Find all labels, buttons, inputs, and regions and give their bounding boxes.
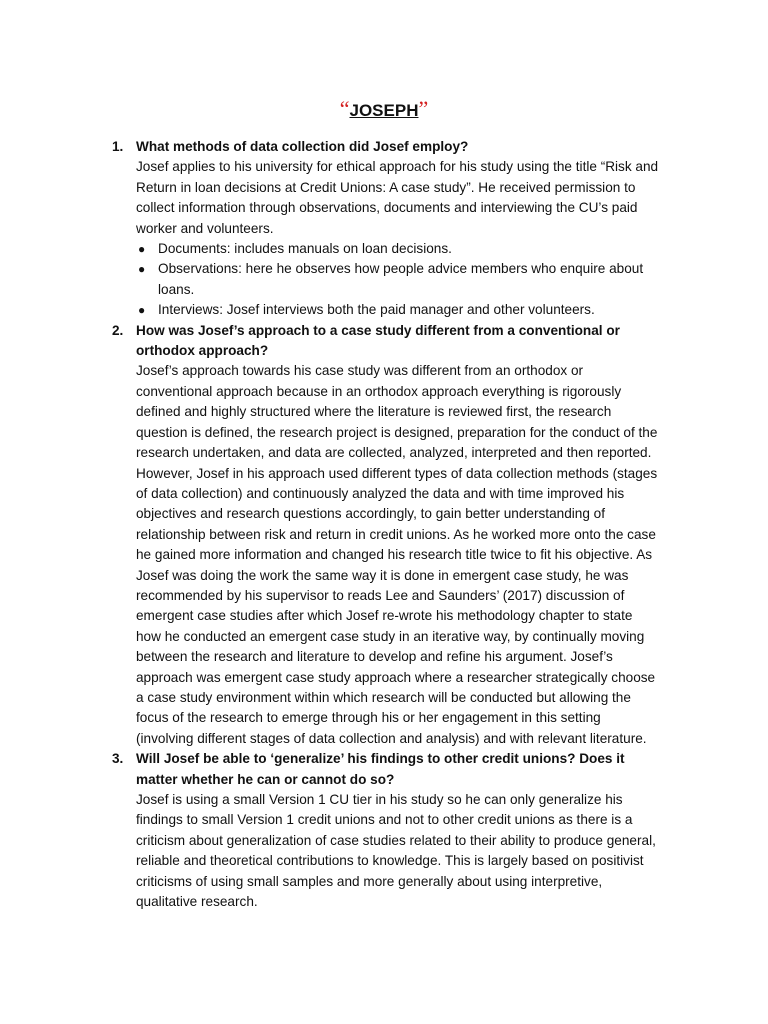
title-close-quote: ” xyxy=(418,96,429,121)
list-item xyxy=(136,239,660,259)
question-block-2 xyxy=(112,321,660,750)
document-body xyxy=(112,137,660,912)
page-title xyxy=(0,97,768,123)
answer-text: Josef applies to his university for ethical approach for his study using the title “Risk and Return in loan decisions at Credit Unions: A case study”. He received permission to collect information through observations, documents and interviewing the CU’s paid worker and volunteers. xyxy=(136,159,659,236)
question-number: 3. xyxy=(112,751,124,767)
question-block-1 xyxy=(112,137,660,321)
answer-text: Josef’s approach towards his case study was different from an orthodox or conventional approach because in an orthodox approach everything is rigorously defined and highly structured where the literature is reviewed first, the research question is defined, the research project is designed, preparation for the conduct of the research undertaken, and data are collected, analyzed, interpreted and then reported. However, Josef in his approach used different types of data collection methods (stages of data collection) and continuously analyzed the data and with time improved his objectives and research questions accordingly, to gain better understanding of relationship between risk and return in credit unions. As he worked more onto the case he gained more information and changed his research title twice to fit his objective. As Josef was doing the work the same way it is done in emergent case study, he was recommended by his supervisor to reads Lee and Saunders’ (2017) discussion of emergent case studies after which Josef re-wrote his methodology chapter to state how he conducted an emergent case study in an iterative way, by continually moving between the research and literature to develop and refine his argument. Josef’s approach was emergent case study approach where a researcher strategically choose a case study environment within which research will be conducted but allowing the focus of the research to emerge through his or her engagement in this setting (involving different stages of data collection and analysis) and with relevant literature. xyxy=(136,363,658,746)
bullet-icon: ● xyxy=(138,262,146,277)
bullet-text: Interviews: Josef interviews both the paid manager and other volunteers. xyxy=(158,302,595,318)
bullet-icon: ● xyxy=(138,303,146,318)
answer-text: Josef is using a small Version 1 CU tier in his study so he can only generalize his findings to small Version 1 credit unions and not to other credit unions as there is a criticism about generalization of case studies related to their ability to produce general, reliable and theoretical contributions to knowledge. This is largely based on positivist criticisms of using small samples and more generally about using interpretive, qualitative research. xyxy=(136,792,656,910)
title-text: JOSEPH xyxy=(349,101,419,120)
list-item xyxy=(136,300,660,320)
question-text: Will Josef be able to ‘generalize’ his findings to other credit unions? Does it matter whether he can or cannot do so? xyxy=(136,751,625,787)
question-text: How was Josef’s approach to a case study different from a conventional or orthodox approach? xyxy=(136,322,620,359)
question-text: What methods of data collection did Josef employ? xyxy=(136,139,469,154)
bullet-text: Observations: here he observes how people advice members who enquire about loans. xyxy=(158,261,644,297)
bullet-list xyxy=(136,239,660,321)
bullet-text: Documents: includes manuals on loan decisions. xyxy=(158,241,452,257)
question-number: 2. xyxy=(112,322,124,338)
question-number: 1. xyxy=(112,139,124,154)
title-open-quote: “ xyxy=(339,96,350,121)
list-item xyxy=(136,259,660,300)
question-block-3 xyxy=(112,749,660,912)
bullet-icon: ● xyxy=(138,242,146,257)
